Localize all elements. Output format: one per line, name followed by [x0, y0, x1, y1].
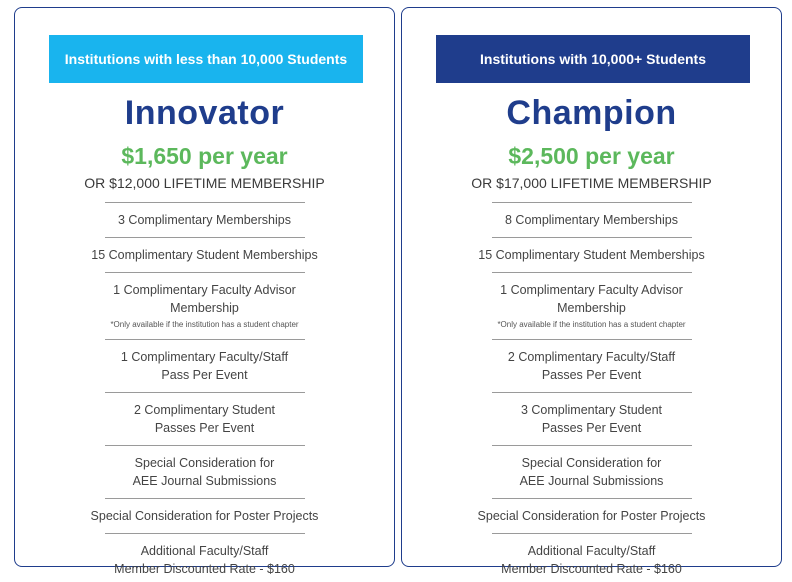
tier-name: Innovator [124, 94, 285, 132]
pricing-card-champion [401, 7, 782, 576]
divider [105, 202, 305, 203]
feature-journal-consideration: Special Consideration for AEE Journal Submissions [132, 456, 277, 488]
feature-student-passes: 2 Complimentary Student Passes Per Event [133, 403, 276, 435]
card-banner: Institutions with less than 10,000 Students [49, 35, 363, 83]
divider [105, 498, 305, 499]
feature-memberships: 3 Complimentary Memberships [118, 213, 291, 227]
feature-memberships: 8 Complimentary Memberships [505, 213, 678, 227]
divider [492, 339, 692, 340]
feature-student-passes: 3 Complimentary Student Passes Per Event [520, 403, 663, 435]
feature-faculty-advisor: 1 Complimentary Faculty Advisor Membership *Only available if the institution has a student chapter [15, 277, 394, 335]
feature-list [402, 198, 781, 582]
feature-poster-consideration: Special Consideration for Poster Projects [90, 509, 319, 523]
feature-footnote: *Only available if the institution has a student chapter [110, 320, 299, 329]
feature-student-memberships: 15 Complimentary Student Memberships [91, 248, 318, 262]
divider [105, 392, 305, 393]
divider [105, 533, 305, 534]
feature-journal-consideration: Special Consideration for AEE Journal Submissions [519, 456, 664, 488]
divider [492, 445, 692, 446]
divider [105, 272, 305, 273]
feature-faculty-advisor: 1 Complimentary Faculty Advisor Membership *Only available if the institution has a student chapter [402, 277, 781, 335]
feature-list [15, 198, 394, 582]
pricing-card-innovator [14, 7, 395, 576]
divider [492, 392, 692, 393]
tier-price: $1,650 per year [121, 143, 288, 169]
divider [105, 237, 305, 238]
lifetime-membership: OR $12,000 LIFETIME MEMBERSHIP [84, 175, 325, 191]
feature-discounted-rate: Additional Faculty/Staff Member Discounted Rate - $160 [114, 544, 295, 576]
feature-faculty-staff-pass: 2 Complimentary Faculty/Staff Passes Per Event [507, 350, 676, 382]
divider [105, 445, 305, 446]
feature-student-memberships: 15 Complimentary Student Memberships [478, 248, 705, 262]
tier-price: $2,500 per year [508, 143, 675, 169]
divider [105, 339, 305, 340]
feature-footnote: *Only available if the institution has a student chapter [497, 320, 686, 329]
lifetime-membership: OR $17,000 LIFETIME MEMBERSHIP [471, 175, 712, 191]
divider [492, 202, 692, 203]
divider [492, 498, 692, 499]
tier-name: Champion [506, 94, 677, 132]
feature-faculty-staff-pass: 1 Complimentary Faculty/Staff Pass Per Event [120, 350, 289, 382]
divider [492, 272, 692, 273]
feature-poster-consideration: Special Consideration for Poster Projects [477, 509, 706, 523]
divider [492, 237, 692, 238]
divider [492, 533, 692, 534]
feature-discounted-rate: Additional Faculty/Staff Member Discounted Rate - $160 [501, 544, 682, 576]
card-banner: Institutions with 10,000+ Students [436, 35, 750, 83]
